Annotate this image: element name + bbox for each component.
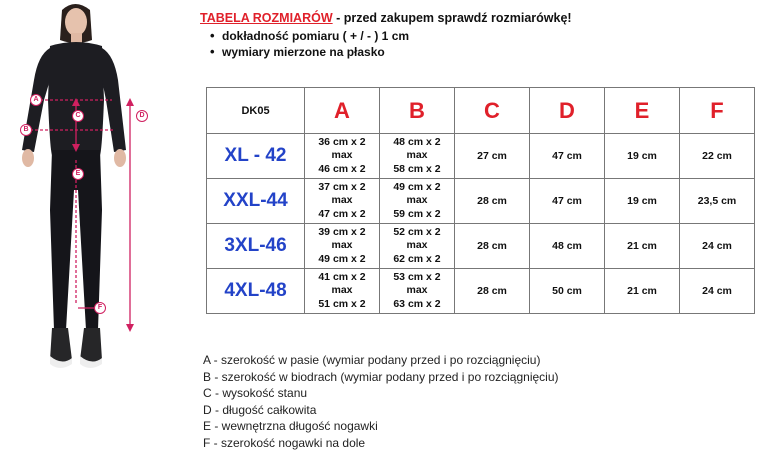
- cell-e: 19 cm: [605, 134, 680, 179]
- measurement-legend: [203, 352, 559, 451]
- cell-f: 24 cm: [680, 269, 755, 314]
- cell-e: 21 cm: [605, 269, 680, 314]
- cell-a: 39 cm x 2 max 49 cm x 2: [305, 224, 380, 269]
- marker-b: B: [20, 124, 32, 136]
- table-row: [207, 224, 755, 269]
- notes-list: [200, 28, 760, 60]
- cell-d: 47 cm: [530, 134, 605, 179]
- size-label: XL - 42: [207, 134, 305, 179]
- size-table: [206, 87, 755, 314]
- table-row: [207, 179, 755, 224]
- header: [200, 10, 760, 60]
- cell-e: 19 cm: [605, 179, 680, 224]
- legend-item: B - szerokość w biodrach (wymiar podany przed i po rozciągnięciu): [203, 369, 559, 384]
- column-header-d: D: [530, 88, 605, 134]
- legend-item: C - wysokość stanu: [203, 386, 308, 400]
- product-code: DK05: [207, 88, 305, 134]
- cell-e: 21 cm: [605, 224, 680, 269]
- model-figure: [0, 0, 170, 460]
- cell-c: 27 cm: [455, 134, 530, 179]
- marker-e: E: [72, 168, 84, 180]
- marker-a: A: [30, 94, 42, 106]
- cell-d: 48 cm: [530, 224, 605, 269]
- cell-f: 24 cm: [680, 224, 755, 269]
- note-item: • wymiary mierzone na płasko: [210, 44, 760, 60]
- cell-b: 49 cm x 2 max 59 cm x 2: [380, 179, 455, 224]
- cell-f: 23,5 cm: [680, 179, 755, 224]
- legend-item: D - długość całkowita: [203, 402, 317, 417]
- cell-c: 28 cm: [455, 179, 530, 224]
- size-label: XXL-44: [207, 179, 305, 224]
- page-title: [200, 10, 760, 26]
- cell-a: 37 cm x 2 max 47 cm x 2: [305, 179, 380, 224]
- legend-item: A - szerokość w pasie (wymiar podany przed i po rozciągnięciu): [203, 353, 541, 367]
- table-row: [207, 134, 755, 179]
- legend-item: F - szerokość nogawki na dole: [203, 435, 366, 450]
- marker-d: D: [136, 110, 148, 122]
- cell-a: 41 cm x 2 max 51 cm x 2: [305, 269, 380, 314]
- cell-d: 47 cm: [530, 179, 605, 224]
- cell-f: 22 cm: [680, 134, 755, 179]
- cell-d: 50 cm: [530, 269, 605, 314]
- marker-f: F: [94, 302, 106, 314]
- model-illustration: [0, 0, 170, 460]
- title-rest: - przed zakupem sprawdź rozmiarówkę!: [332, 11, 572, 25]
- column-header-f: F: [680, 88, 755, 134]
- cell-c: 28 cm: [455, 269, 530, 314]
- size-label: 3XL-46: [207, 224, 305, 269]
- size-label: 4XL-48: [207, 269, 305, 314]
- title-highlight: TABELA ROZMIARÓW: [200, 11, 333, 25]
- cell-b: 53 cm x 2 max 63 cm x 2: [380, 269, 455, 314]
- table-header-row: [207, 88, 755, 134]
- note-item: • dokładność pomiaru ( + / - ) 1 cm: [210, 28, 760, 44]
- cell-b: 48 cm x 2 max 58 cm x 2: [380, 134, 455, 179]
- legend-item: E - wewnętrzna długość nogawki: [203, 419, 378, 433]
- column-header-b: B: [380, 88, 455, 134]
- marker-c: C: [72, 110, 84, 122]
- cell-b: 52 cm x 2 max 62 cm x 2: [380, 224, 455, 269]
- cell-a: 36 cm x 2 max 46 cm x 2: [305, 134, 380, 179]
- column-header-c: C: [455, 88, 530, 134]
- column-header-a: A: [305, 88, 380, 134]
- table-row: [207, 269, 755, 314]
- cell-c: 28 cm: [455, 224, 530, 269]
- column-header-e: E: [605, 88, 680, 134]
